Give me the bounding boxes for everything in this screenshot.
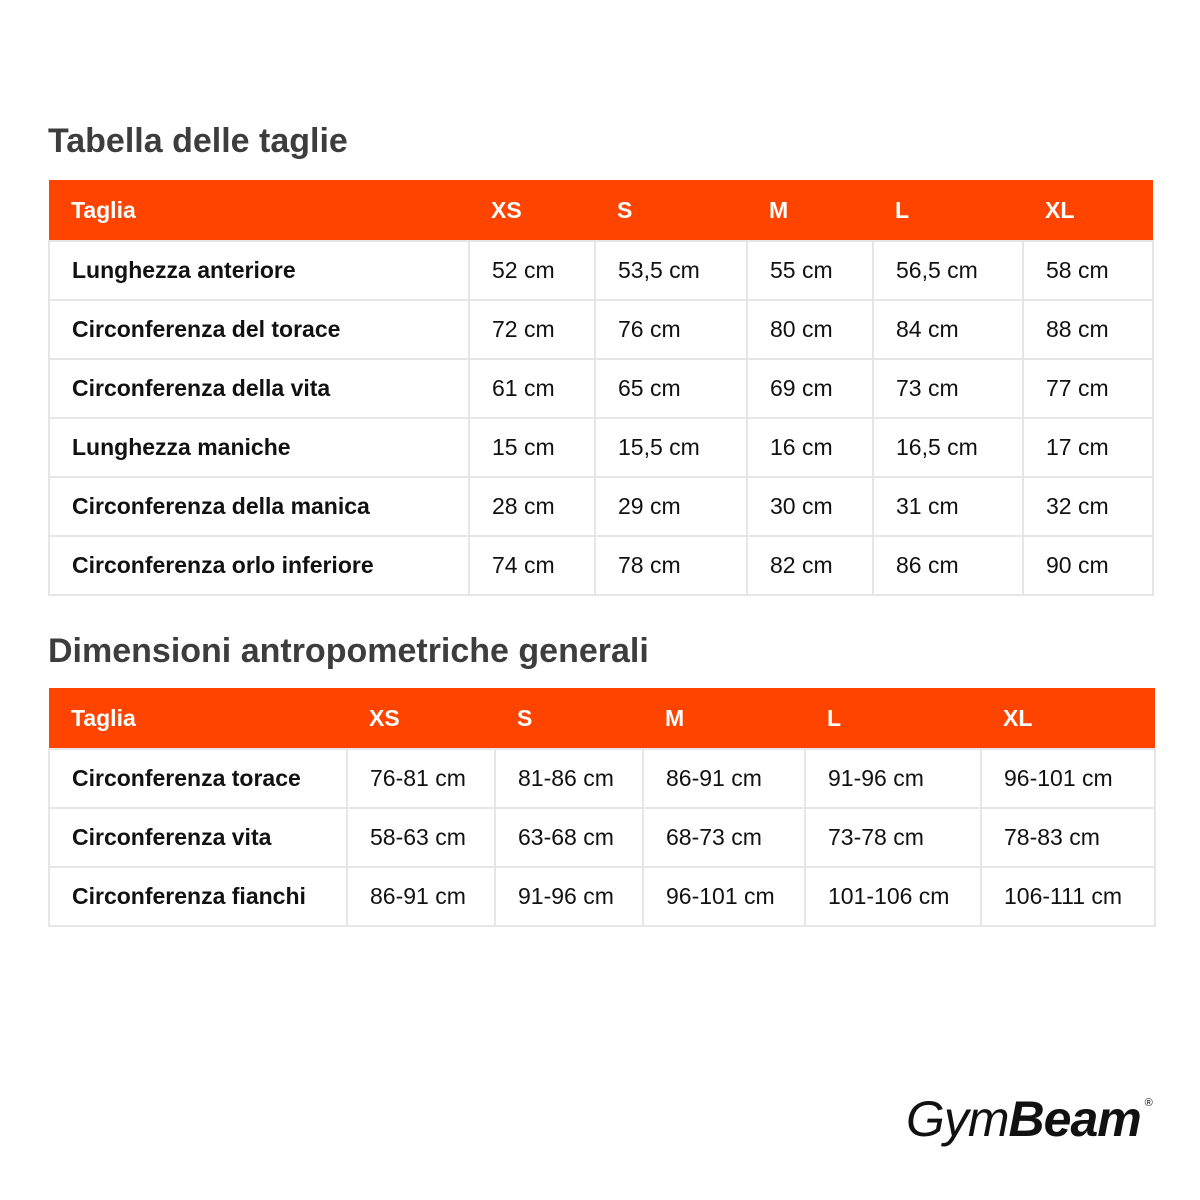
row-label: Circonferenza orlo inferiore (49, 536, 469, 595)
table-cell: 106-111 cm (981, 867, 1155, 926)
table-cell: 16,5 cm (873, 418, 1023, 477)
table-row (49, 477, 1153, 536)
table-cell: 82 cm (747, 536, 873, 595)
table-row (49, 241, 1153, 300)
table-cell: 17 cm (1023, 418, 1153, 477)
table-cell: 68-73 cm (643, 808, 805, 867)
row-label: Circonferenza del torace (49, 300, 469, 359)
table-cell: 15,5 cm (595, 418, 747, 477)
table-cell: 69 cm (747, 359, 873, 418)
header-cell-l: L (805, 688, 981, 749)
header-cell-xs: XS (469, 180, 595, 241)
header-cell-size: Taglia (49, 180, 469, 241)
table-cell: 73 cm (873, 359, 1023, 418)
table-cell: 52 cm (469, 241, 595, 300)
table-header-row (49, 180, 1153, 241)
header-cell-s: S (595, 180, 747, 241)
logo-text-gym: Gym (906, 1091, 1009, 1147)
table-cell: 58 cm (1023, 241, 1153, 300)
row-label: Circonferenza della vita (49, 359, 469, 418)
table-cell: 32 cm (1023, 477, 1153, 536)
table-cell: 58-63 cm (347, 808, 495, 867)
table-cell: 91-96 cm (495, 867, 643, 926)
table-cell: 81-86 cm (495, 749, 643, 808)
row-label: Circonferenza della manica (49, 477, 469, 536)
size-chart-title: Tabella delle taglie (48, 122, 348, 160)
table-cell: 84 cm (873, 300, 1023, 359)
table-cell: 77 cm (1023, 359, 1153, 418)
table-row (49, 749, 1155, 808)
body-measurements-title: Dimensioni antropometriche generali (48, 632, 649, 670)
table-row (49, 418, 1153, 477)
table-cell: 78-83 cm (981, 808, 1155, 867)
row-label: Circonferenza vita (49, 808, 347, 867)
table-row (49, 536, 1153, 595)
gymbeam-logo (906, 1091, 1153, 1147)
row-label: Circonferenza torace (49, 749, 347, 808)
header-cell-xl: XL (1023, 180, 1153, 241)
header-cell-l: L (873, 180, 1023, 241)
table-cell: 63-68 cm (495, 808, 643, 867)
table-cell: 56,5 cm (873, 241, 1023, 300)
table-row (49, 300, 1153, 359)
size-chart-table (48, 180, 1154, 596)
table-cell: 96-101 cm (981, 749, 1155, 808)
table-cell: 86 cm (873, 536, 1023, 595)
table-header-row (49, 688, 1155, 749)
table-row (49, 359, 1153, 418)
logo-text-beam: Beam (1008, 1091, 1141, 1147)
row-label: Lunghezza anteriore (49, 241, 469, 300)
table-cell: 86-91 cm (643, 749, 805, 808)
table-cell: 101-106 cm (805, 867, 981, 926)
table-cell: 76 cm (595, 300, 747, 359)
table-cell: 65 cm (595, 359, 747, 418)
table-cell: 74 cm (469, 536, 595, 595)
registered-mark-icon: ® (1144, 1097, 1153, 1109)
table-cell: 16 cm (747, 418, 873, 477)
row-label: Circonferenza fianchi (49, 867, 347, 926)
table-cell: 78 cm (595, 536, 747, 595)
header-cell-xl: XL (981, 688, 1155, 749)
table-cell: 29 cm (595, 477, 747, 536)
header-cell-xs: XS (347, 688, 495, 749)
header-cell-m: M (747, 180, 873, 241)
table-cell: 15 cm (469, 418, 595, 477)
table-cell: 30 cm (747, 477, 873, 536)
header-cell-m: M (643, 688, 805, 749)
table-cell: 61 cm (469, 359, 595, 418)
table-cell: 72 cm (469, 300, 595, 359)
table-cell: 28 cm (469, 477, 595, 536)
table-cell: 86-91 cm (347, 867, 495, 926)
body-measurements-table (48, 688, 1156, 927)
table-cell: 91-96 cm (805, 749, 981, 808)
table-cell: 55 cm (747, 241, 873, 300)
table-cell: 90 cm (1023, 536, 1153, 595)
row-label: Lunghezza maniche (49, 418, 469, 477)
header-cell-size: Taglia (49, 688, 347, 749)
table-cell: 53,5 cm (595, 241, 747, 300)
header-cell-s: S (495, 688, 643, 749)
table-cell: 88 cm (1023, 300, 1153, 359)
table-row (49, 867, 1155, 926)
table-cell: 73-78 cm (805, 808, 981, 867)
table-row (49, 808, 1155, 867)
table-cell: 80 cm (747, 300, 873, 359)
table-cell: 76-81 cm (347, 749, 495, 808)
table-cell: 31 cm (873, 477, 1023, 536)
table-cell: 96-101 cm (643, 867, 805, 926)
